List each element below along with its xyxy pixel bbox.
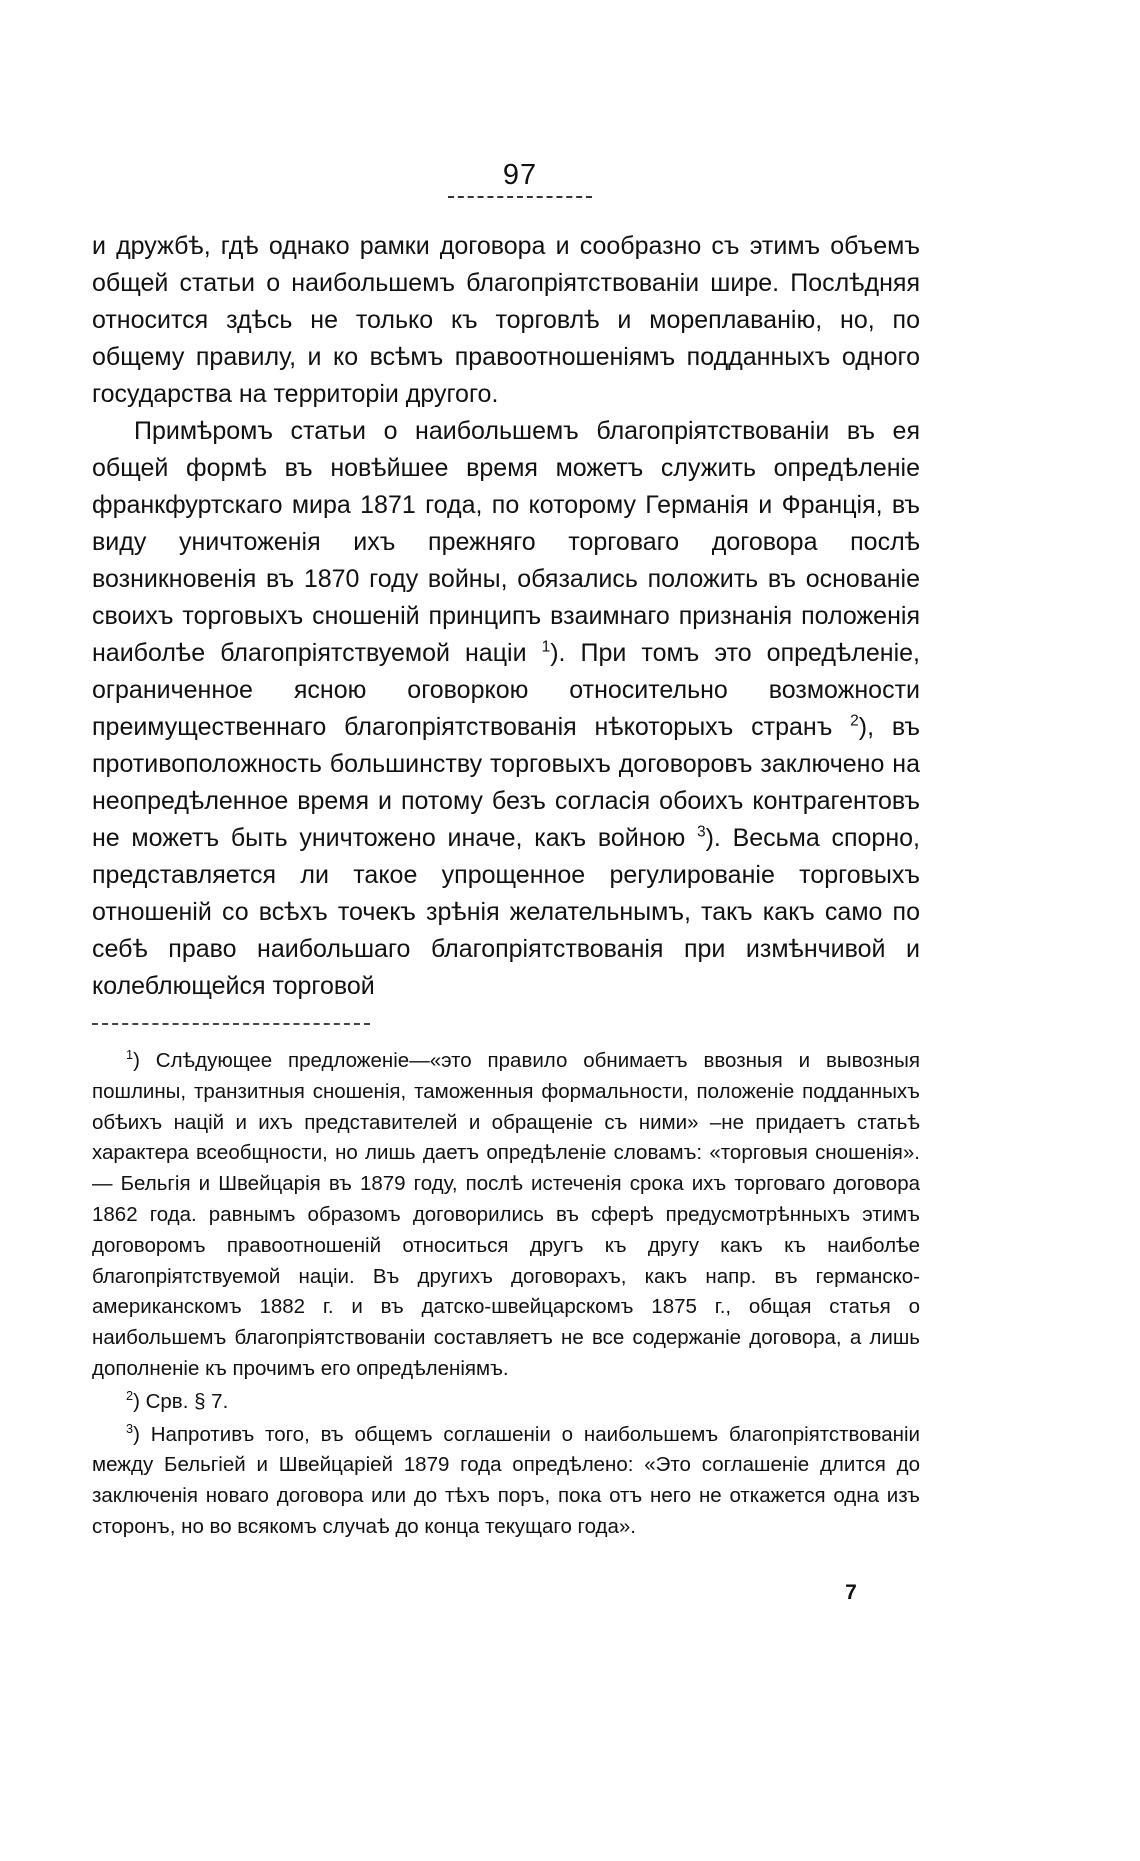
footnote-3 (92, 1420, 920, 1543)
printer-signature-mark: 7 (845, 1581, 857, 1604)
footnote-1 (92, 1046, 920, 1385)
footnote-2-text: ) Срв. § 7. (133, 1389, 229, 1413)
footnote-ref-2: 2 (850, 712, 859, 730)
paragraph-2-text-4: ). Весьма спорно, представляется ли такое упрощенное регулированіе торговыхъ отношеній со всѣхъ точекъ зрѣнія желательнымъ, такъ какъ само по себѣ право наибольшаго благопріятствованія при измѣнчивой и колеблющейся торговой (92, 824, 920, 1000)
footnote-separator (92, 1023, 370, 1025)
footnote-ref-1: 1 (541, 638, 551, 656)
paragraph-2-text-1: Примѣромъ статьи о наибольшемъ благопріятствованіи въ ея общей формѣ въ новѣйшее время можетъ служить опредѣленіе франкфуртскаго мира 1871 года, по которому Германія и Франція, въ виду уничтоженія ихъ прежняго торговаго договора послѣ возникновенія въ 1870 году войны, обязались положить въ основаніе своихъ торговыхъ сношеній принципъ взаимнаго признанія положенія наиболѣе благопріятствуемой націи (92, 417, 920, 667)
footnote-2-marker: 2 (126, 1387, 134, 1403)
footnote-2 (92, 1387, 920, 1418)
paragraph-1: и дружбѣ, гдѣ однако рамки договора и сообразно съ этимъ объемъ общей статьи о наибольшемъ благопріятствованіи шире. Послѣдняя относится здѣсь не только къ торговлѣ и мореплаванію, но, по общему правилу, и ко всѣмъ правоотношеніямъ подданныхъ одного государства на территоріи другого. (92, 232, 920, 408)
main-text (92, 228, 920, 1005)
footnote-1-marker: 1 (126, 1047, 134, 1063)
paragraph-2-text-3: ), въ противоположность большинству торговыхъ договоровъ заключено на неопредѣленное время и потому безъ согласія обоихъ контрагентовъ не можетъ быть уничтожено иначе, какъ войною (92, 713, 920, 852)
footnote-ref-3: 3 (696, 823, 706, 841)
footnote-1-text: ) Слѣдующее предложеніе—«это правило обнимаетъ ввозныя и вывозныя пошлины, транзитныя сношенія, таможенныя формальности, положеніе подданныхъ обѣихъ націй и ихъ представителей и обращеніе съ ними» –не придаетъ статьѣ характера всеобщности, но лишь даетъ опредѣленіе словамъ: «торговыя сношенія». — Бельгія и Швейцарія въ 1879 году, послѣ истеченія срока ихъ торговаго договора 1862 года. равнымъ образомъ договорились въ сферѣ предусмотрѣнныхъ этимъ договоромъ правоотношеній относиться другъ къ другу какъ къ наиболѣе благопріятствуемой націи. Въ другихъ договорахъ, какъ напр. въ германско-американскомъ 1882 г. и въ датско-швейцарскомъ 1875 г., общая статья о наибольшемъ благопріятствованіи составляетъ не все содержаніе договора, а лишь дополненіе къ прочимъ его опредѣленіямъ. (92, 1049, 920, 1380)
footnote-3-marker: 3 (126, 1420, 134, 1436)
footnotes (92, 1046, 920, 1545)
page-number: 97 (502, 159, 538, 191)
footnote-3-text: ) Напротивъ того, въ общемъ соглашеніи о наибольшемъ благопріятствованіи между Бельгіей и Швейцаріей 1879 года опредѣлено: «Это соглашеніе длится до заключенія новаго договора или до тѣхъ поръ, пока отъ него не откажется одна изъ сторонъ, но во всякомъ случаѣ до конца текущаго года». (92, 1422, 920, 1538)
page-number-rule (448, 196, 592, 198)
paragraph-2 (92, 413, 920, 1005)
paragraph-2-text-2: ). При томъ это опредѣленіе, ограниченное ясною оговоркою относительно возможности преимущественнаго благопріятствованія нѣкоторыхъ странъ (92, 639, 920, 741)
